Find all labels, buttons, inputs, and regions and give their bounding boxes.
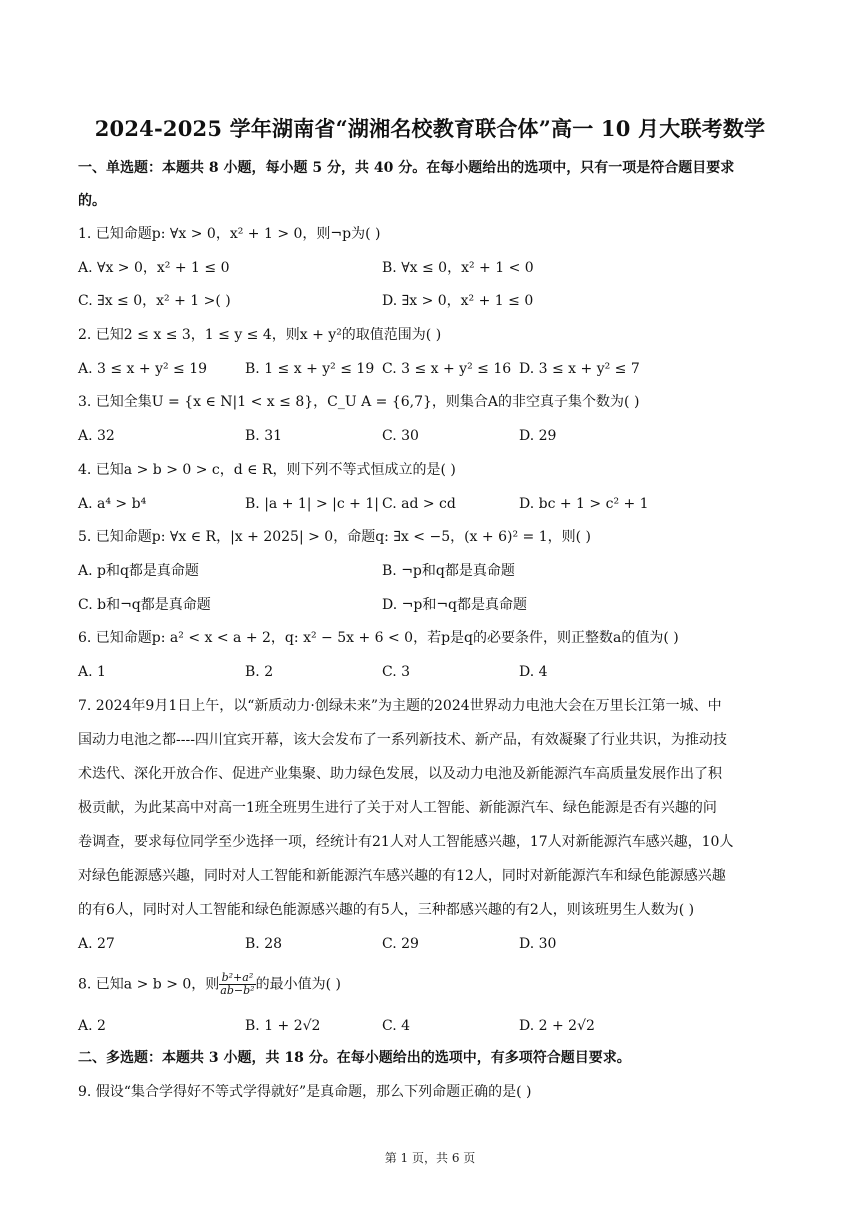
fraction-numerator: b²+a² bbox=[219, 972, 255, 985]
section-single-heading-cont: 的。 bbox=[78, 193, 106, 209]
question-7-option-d: D. 30 bbox=[519, 936, 557, 952]
question-8-option-b: B. 1 + 2√2 bbox=[245, 1018, 321, 1034]
question-7-line: 极贡献，为此某高中对高一1班全班男生进行了关于对人工智能、新能源汽车、绿色能源是否有兴趣的问 bbox=[78, 800, 717, 816]
fraction-denominator: ab−b² bbox=[220, 984, 255, 997]
question-4-option-a: A. a⁴ > b⁴ bbox=[78, 496, 147, 512]
question-1-option-b: B. ∀x ≤ 0，x² + 1 < 0 bbox=[382, 260, 534, 276]
question-4-option-b: B. |a + 1| > |c + 1| bbox=[245, 496, 379, 512]
question-7-line: 的有6人，同时对人工智能和绿色能源感兴趣的有5人，三种都感兴趣的有2人，则该班男生人数为( ) bbox=[78, 902, 695, 918]
question-8-prefix: 8. 已知a > b > 0，则 bbox=[78, 976, 220, 993]
question-5-option-b: B. ¬p和q都是真命题 bbox=[382, 563, 515, 579]
question-8-stem bbox=[78, 972, 341, 997]
question-3-option-d: D. 29 bbox=[519, 428, 557, 444]
question-1-option-d: D. ∃x > 0，x² + 1 ≤ 0 bbox=[382, 293, 534, 309]
question-2-option-d: D. 3 ≤ x + y² ≤ 7 bbox=[519, 361, 640, 377]
question-4-option-c: C. ad > cd bbox=[382, 496, 456, 512]
question-6-option-c: C. 3 bbox=[382, 664, 411, 680]
exam-title: 2024-2025 学年湖南省“湖湘名校教育联合体”高一 10 月大联考数学 bbox=[94, 116, 766, 141]
question-4-stem: 4. 已知a > b > 0 > c，d ∈ R，则下列不等式恒成立的是( ) bbox=[78, 462, 456, 478]
question-6-option-d: D. 4 bbox=[519, 664, 548, 680]
question-9-stem: 9. 假设“集合学得好不等式学得就好”是真命题，那么下列命题正确的是( ) bbox=[78, 1084, 532, 1100]
question-2-stem: 2. 已知2 ≤ x ≤ 3，1 ≤ y ≤ 4，则x + y²的取值范围为( ) bbox=[78, 327, 442, 343]
question-3-stem: 3. 已知全集U = {x ∈ N|1 < x ≤ 8}，C_U A = {6,7}，则集合A的非空真子集个数为( ) bbox=[78, 394, 640, 410]
question-2-option-b: B. 1 ≤ x + y² ≤ 19 bbox=[245, 361, 375, 377]
question-2-option-c: C. 3 ≤ x + y² ≤ 16 bbox=[382, 361, 512, 377]
question-7-line: 术迭代、深化开放合作、促进产业集聚、助力绿色发展，以及动力电池及新能源汽车高质量发展作出了积 bbox=[78, 766, 722, 782]
question-8-fraction bbox=[219, 972, 255, 997]
section-single-heading: 一、单选题：本题共 8 小题，每小题 5 分，共 40 分。在每小题给出的选项中，只有一项是符合题目要求 bbox=[78, 160, 735, 176]
question-8-option-c: C. 4 bbox=[382, 1018, 411, 1034]
question-7-option-a: A. 27 bbox=[78, 936, 115, 952]
question-1-stem: 1. 已知命题p: ∀x > 0，x² + 1 > 0，则¬p为( ) bbox=[78, 226, 381, 242]
question-7-line: 7. 2024年9月1日上午，以“新质动力·创绿未来”为主题的2024世界动力电池大会在万里长江第一城、中 bbox=[78, 698, 722, 714]
question-8-option-a: A. 2 bbox=[78, 1018, 106, 1034]
page-footer: 第 1 页，共 6 页 bbox=[384, 1151, 476, 1165]
question-3-option-c: C. 30 bbox=[382, 428, 419, 444]
question-2-option-a: A. 3 ≤ x + y² ≤ 19 bbox=[78, 361, 208, 377]
question-7-option-c: C. 29 bbox=[382, 936, 419, 952]
question-4-option-d: D. bc + 1 > c² + 1 bbox=[519, 496, 649, 512]
question-5-option-d: D. ¬p和¬q都是真命题 bbox=[382, 597, 528, 613]
question-5-option-c: C. b和¬q都是真命题 bbox=[78, 597, 211, 613]
question-6-stem: 6. 已知命题p: a² < x < a + 2，q: x² − 5x + 6 < 0，若p是q的必要条件，则正整数a的值为( ) bbox=[78, 630, 679, 646]
question-7-line: 国动力电池之都----四川宜宾开幕，该大会发布了一系列新技术、新产品，有效凝聚了行业共识，为推动技 bbox=[78, 732, 727, 748]
question-7-option-b: B. 28 bbox=[245, 936, 283, 952]
question-5-option-a: A. p和q都是真命题 bbox=[78, 563, 199, 579]
question-6-option-b: B. 2 bbox=[245, 664, 274, 680]
question-3-option-a: A. 32 bbox=[78, 428, 115, 444]
question-7-line: 卷调查，要求每位同学至少选择一项，经统计有21人对人工智能感兴趣，17人对新能源汽车感兴趣，10人 bbox=[78, 834, 734, 850]
question-5-stem: 5. 已知命题p: ∀x ∈ R，|x + 2025| > 0，命题q: ∃x < −5，(x + 6)² = 1，则( ) bbox=[78, 529, 591, 545]
question-7-line: 对绿色能源感兴趣，同时对人工智能和新能源汽车感兴趣的有12人，同时对新能源汽车和绿色能源感兴趣 bbox=[78, 868, 726, 884]
question-8-suffix: 的最小值为( ) bbox=[255, 976, 341, 993]
question-1-option-a: A. ∀x > 0，x² + 1 ≤ 0 bbox=[78, 260, 230, 276]
question-6-option-a: A. 1 bbox=[78, 664, 106, 680]
question-3-option-b: B. 31 bbox=[245, 428, 283, 444]
question-1-option-c: C. ∃x ≤ 0，x² + 1 >( ) bbox=[78, 293, 231, 309]
section-multi-heading: 二、多选题：本题共 3 小题，共 18 分。在每小题给出的选项中，有多项符合题目要求。 bbox=[78, 1050, 631, 1066]
question-8-option-d: D. 2 + 2√2 bbox=[519, 1018, 595, 1034]
